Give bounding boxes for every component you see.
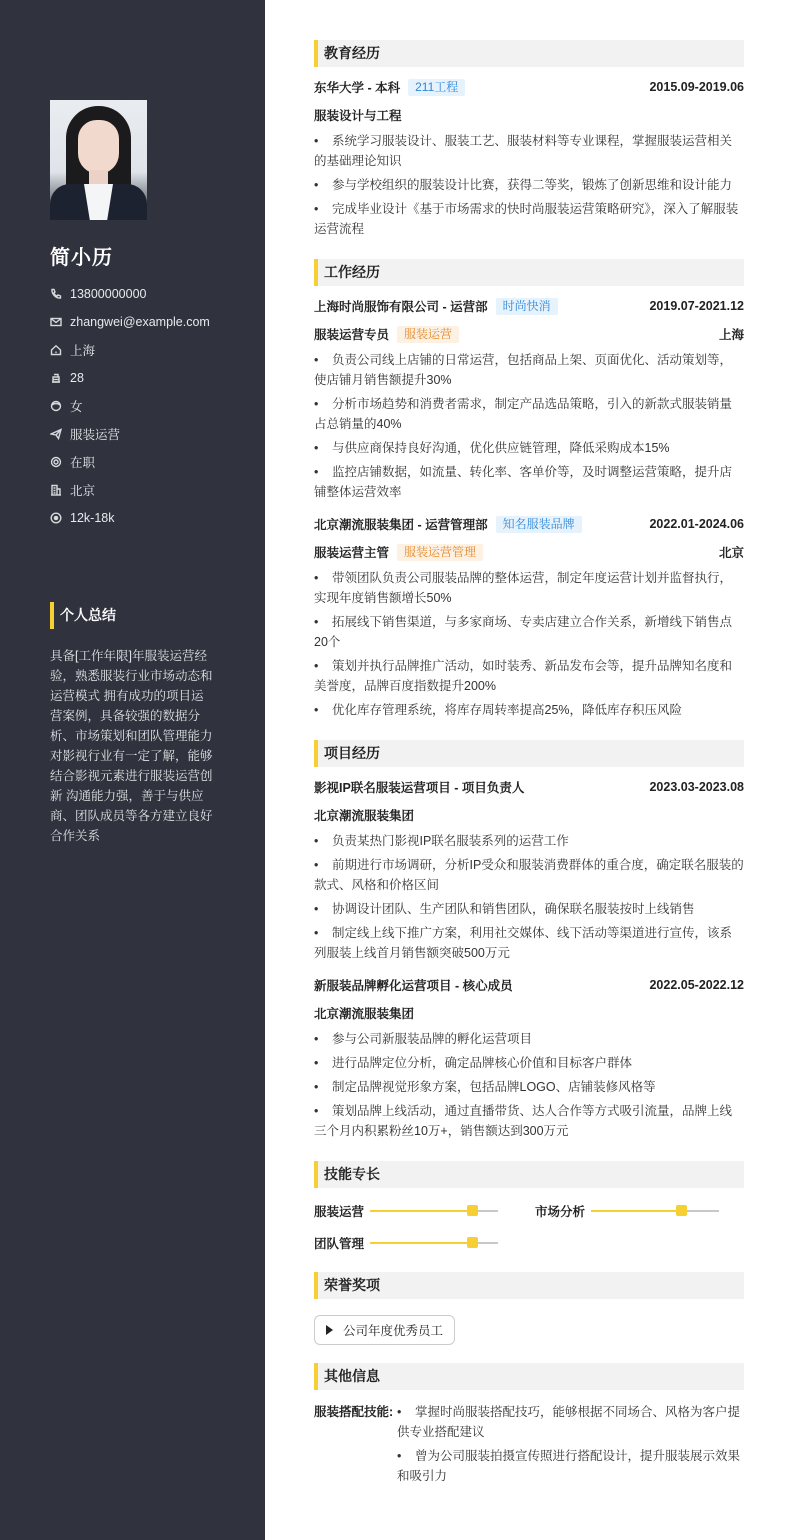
contact-salary-value: 12k-18k: [70, 511, 115, 525]
mail-icon: [50, 316, 62, 328]
play-triangle-icon: [326, 1325, 333, 1335]
education-section: [314, 40, 744, 241]
other-heading: 其他信息: [314, 1363, 744, 1390]
education-heading: 教育经历: [314, 40, 744, 67]
bullet-item: • 负责某热门影视IP联名服装系列的运营工作: [314, 834, 569, 848]
salary-icon: [50, 512, 62, 524]
skill-bar: [370, 1242, 498, 1244]
major: 服装设计与工程: [314, 109, 402, 123]
bullet-item: • 掌握时尚服装搭配技巧，能够根据不同场合、风格为客户提供专业搭配建议: [397, 1405, 741, 1439]
industry-tag: 时尚快消: [496, 298, 558, 315]
candidate-name: 简小历: [50, 247, 113, 269]
contact-job-value: 服装运营: [70, 428, 121, 442]
skill-knob: [467, 1237, 478, 1248]
school-tag: 211工程: [408, 79, 465, 96]
skill-label: 服装运营: [314, 1205, 365, 1219]
bullet-item: • 监控店铺数据，如流量、转化率、客单价等，及时调整运营策略，提升店铺整体运营效率: [314, 465, 733, 499]
send-icon: [50, 428, 62, 440]
award-item[interactable]: [314, 1315, 455, 1345]
skill-bar: [370, 1210, 498, 1212]
skill-item: [314, 1200, 535, 1222]
bullet-item: • 协调设计团队、生产团队和销售团队，确保联名服装按时上线销售: [314, 902, 695, 916]
project-date: 2022.05-2022.12: [649, 978, 744, 992]
contact-email: [50, 308, 210, 336]
status-icon: [50, 456, 62, 468]
contact-gender: [50, 392, 210, 420]
other-bullets: [397, 1402, 744, 1488]
project-name: 影视IP联名服装运营项目 - 项目负责人: [314, 781, 525, 795]
bullet-item: • 参与公司新服装品牌的孵化运营项目: [314, 1032, 533, 1046]
skill-item: [535, 1200, 744, 1222]
contact-age: [50, 364, 210, 392]
skills-section: [314, 1161, 744, 1254]
contact-city: [50, 336, 210, 364]
project-bullets: [314, 1027, 744, 1143]
contact-status: [50, 448, 210, 476]
contact-phone: [50, 280, 210, 308]
company-name: 上海时尚服饰有限公司 - 运营部: [314, 300, 488, 314]
skill-knob: [676, 1205, 687, 1216]
contact-email-value: zhangwei@example.com: [70, 315, 210, 329]
work-item: [314, 510, 744, 722]
skill-knob: [467, 1205, 478, 1216]
bullet-item: • 带领团队负责公司服装品牌的整体运营，制定年度运营计划并监督执行，实现年度销售额增长50%: [314, 571, 733, 605]
contact-target-city: [50, 476, 210, 504]
skills-grid: [314, 1188, 744, 1254]
project-date: 2023.03-2023.08: [649, 780, 744, 794]
work-heading: 工作经历: [314, 259, 744, 286]
projects-section: [314, 740, 744, 1143]
bullet-item: • 完成毕业设计《基于市场需求的快时尚服装运营策略研究》，深入了解服装运营流程: [314, 202, 739, 236]
contact-age-value: 28: [70, 371, 84, 385]
industry-tag: 知名服装品牌: [496, 516, 582, 533]
project-item: [314, 971, 744, 1143]
bullet-item: • 制定线上线下推广方案，利用社交媒体、线下活动等渠道进行宣传，该系列服装上线首月销售额突破500万元: [314, 926, 733, 960]
bullet-item: • 分析市场趋势和消费者需求，制定产品选品策略，引入的新款式服装销量占总销量的40%: [314, 397, 733, 431]
avatar-photo: [50, 100, 147, 220]
contact-city-value: 上海: [70, 344, 96, 358]
bullet-item: • 参与学校组织的服装设计比赛，获得二等奖，锻炼了创新思维和设计能力: [314, 178, 733, 192]
work-bullets: [314, 348, 744, 504]
home-icon: [50, 344, 62, 356]
contact-target-city-value: 北京: [70, 484, 96, 498]
other-section: [314, 1363, 744, 1488]
age-icon: [50, 372, 62, 384]
contact-list: [50, 280, 210, 532]
other-item: [314, 1390, 744, 1488]
position: 服装运营主管: [314, 546, 390, 560]
work-section: [314, 259, 744, 722]
other-label: 服装搭配技能:: [314, 1405, 394, 1419]
work-city: 北京: [718, 546, 744, 560]
projects-heading: 项目经历: [314, 740, 744, 767]
skill-bar: [591, 1210, 719, 1212]
project-org: 北京潮流服装集团: [314, 809, 415, 823]
position-tag: 服装运营管理: [397, 544, 483, 561]
project-org: 北京潮流服装集团: [314, 1007, 415, 1021]
summary-text: 具备[工作年限]年服装运营经验，熟悉服装行业市场动态和运营模式 拥有成功的项目运营案例，具备较强的数据分析、市场策划和团队管理能力 对影视行业有一定了解，能够结合影视元素进行服装运营创新 沟通能力强，善于与供应商、团队成员等各方建立良好合作关系: [50, 649, 213, 843]
bullet-item: • 优化库存管理系统，将库存周转率提高25%，降低库存积压风险: [314, 703, 683, 717]
work-bullets: [314, 566, 744, 722]
awards-section: [314, 1272, 744, 1345]
bullet-item: • 策划并执行品牌推广活动，如时装秀、新品发布会等，提升品牌知名度和美誉度，品牌百度指数提升200%: [314, 659, 733, 693]
bullet-item: • 前期进行市场调研，分析IP受众和服装消费群体的重合度，确定联名服装的款式、风格和价格区间: [314, 858, 744, 892]
school-name: 东华大学 - 本科: [314, 81, 401, 95]
summary-heading: 个人总结: [50, 602, 116, 629]
building-icon: [50, 484, 62, 496]
skill-label: 团队管理: [314, 1237, 365, 1251]
contact-status-value: 在职: [70, 456, 96, 470]
phone-icon: [50, 288, 62, 300]
work-date: 2022.01-2024.06: [649, 517, 744, 531]
project-bullets: [314, 829, 744, 965]
project-name: 新服装品牌孵化运营项目 - 核心成员: [314, 979, 513, 993]
position: 服装运营专员: [314, 328, 390, 342]
contact-gender-value: 女: [70, 400, 83, 414]
contact-salary: [50, 504, 210, 532]
work-item: [314, 292, 744, 504]
skill-label: 市场分析: [535, 1205, 586, 1219]
work-city: 上海: [718, 328, 744, 342]
gender-icon: [50, 400, 62, 412]
position-tag: 服装运营: [397, 326, 459, 343]
education-date: 2015.09-2019.06: [649, 80, 744, 94]
bullet-item: • 负责公司线上店铺的日常运营，包括商品上架、页面优化、活动策划等，使店铺月销售额提升30%: [314, 353, 733, 387]
education-item: [314, 73, 744, 241]
sidebar: [0, 0, 265, 1540]
bullet-item: • 系统学习服装设计、服装工艺、服装材料等专业课程，掌握服装运营相关的基础理论知识: [314, 134, 733, 168]
awards-heading: 荣誉奖项: [314, 1272, 744, 1299]
bullet-item: • 曾为公司服装拍摄宣传照进行搭配设计，提升服装展示效果和吸引力: [397, 1449, 741, 1483]
main-content: [314, 40, 744, 1488]
project-item: [314, 773, 744, 965]
bullet-item: • 策划品牌上线活动，通过直播带货、达人合作等方式吸引流量，品牌上线三个月内积累粉丝10万+，销售额达到300万元: [314, 1104, 733, 1138]
bullet-item: • 制定品牌视觉形象方案，包括品牌LOGO、店铺装修风格等: [314, 1080, 656, 1094]
bullet-item: • 拓展线下销售渠道，与多家商场、专卖店建立合作关系，新增线下销售点20个: [314, 615, 733, 649]
bullet-item: • 进行品牌定位分析，确定品牌核心价值和目标客户群体: [314, 1056, 633, 1070]
contact-job: [50, 420, 210, 448]
bullet-item: • 与供应商保持良好沟通，优化供应链管理，降低采购成本15%: [314, 441, 670, 455]
skill-item: [314, 1232, 535, 1254]
contact-phone-value: 13800000000: [70, 287, 147, 301]
education-bullets: [314, 129, 744, 241]
award-label: 公司年度优秀员工: [343, 1324, 444, 1338]
work-date: 2019.07-2021.12: [649, 299, 744, 313]
skills-heading: 技能专长: [314, 1161, 744, 1188]
company-name: 北京潮流服装集团 - 运营管理部: [314, 518, 488, 532]
